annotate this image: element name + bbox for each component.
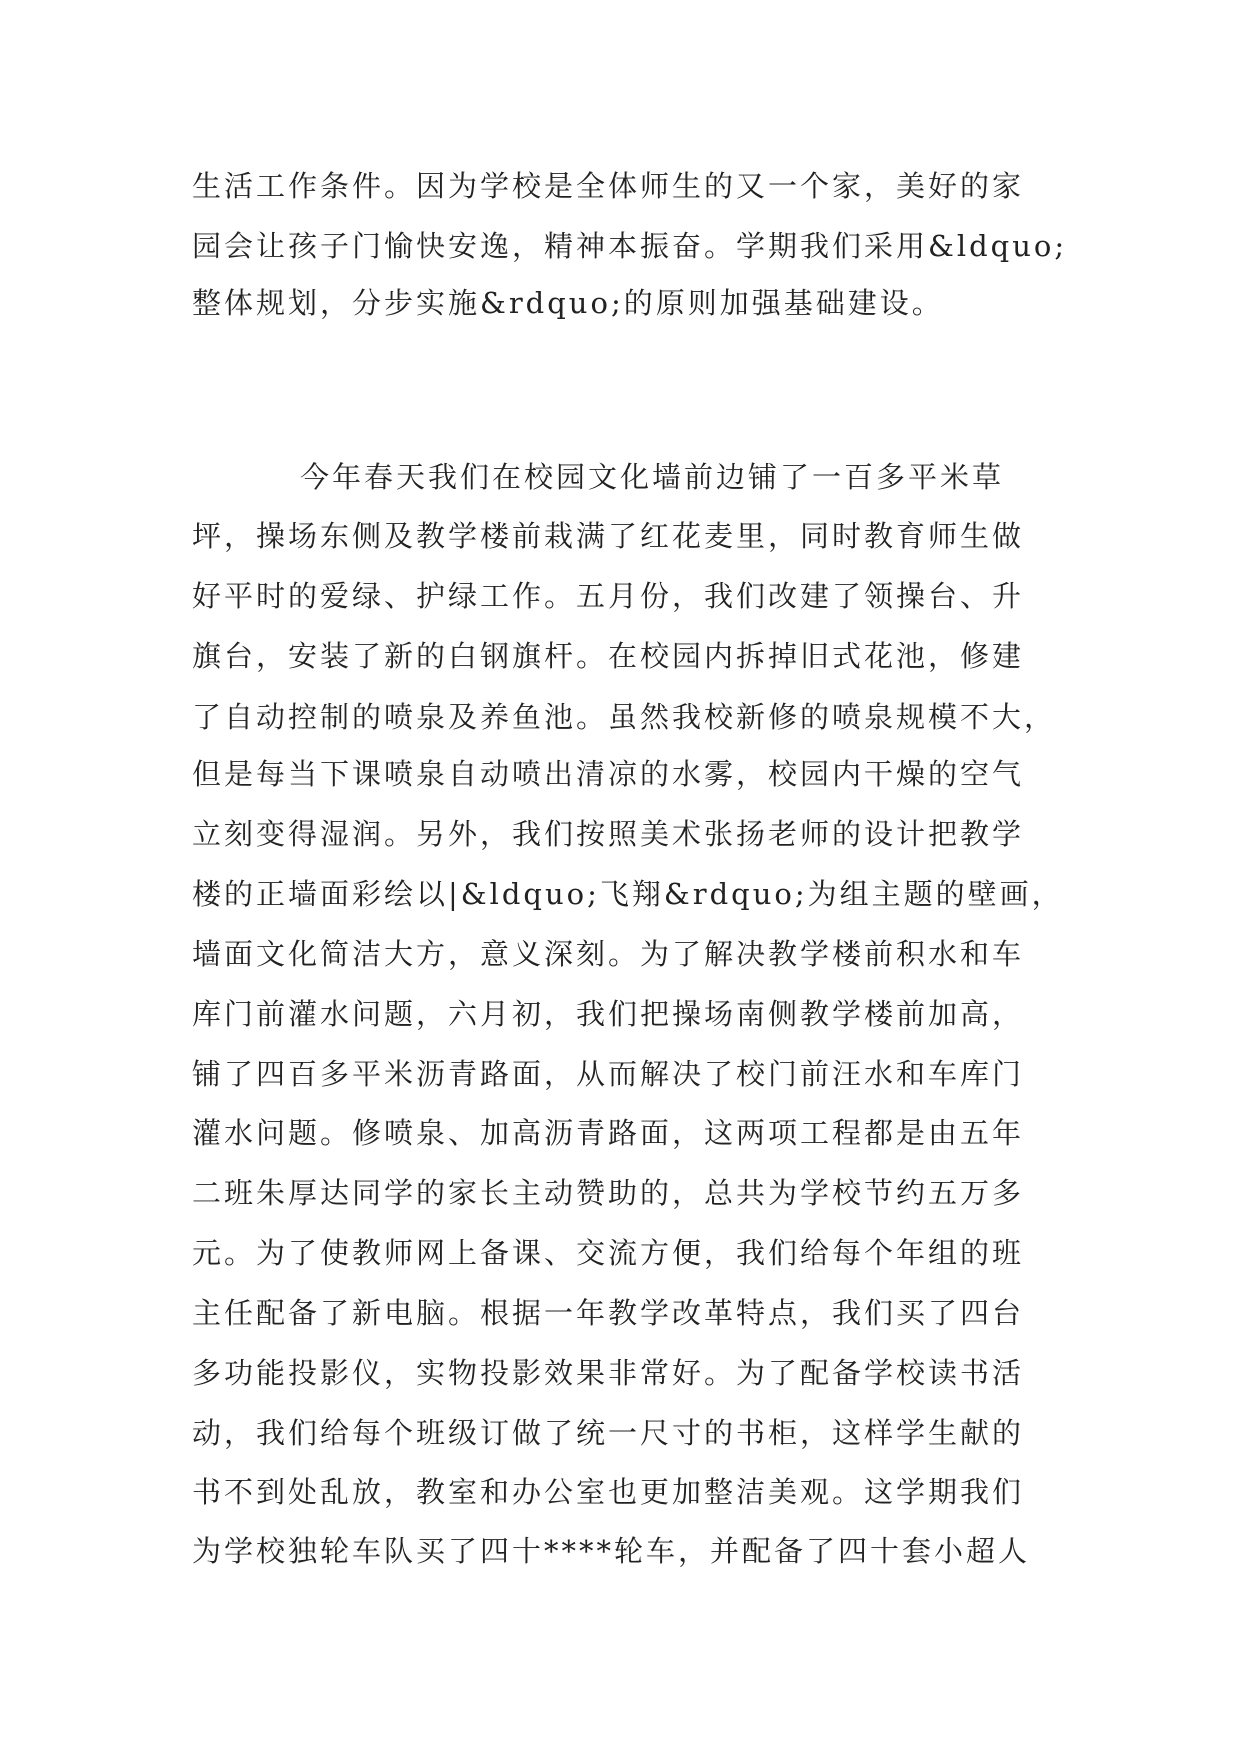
text-line: 二班朱厚达同学的家长主动赞助的，总共为学校节约五万多 [192, 1176, 1025, 1210]
text-line: 旗台，安装了新的白钢旗杆。在校园内拆掉旧式花池，修建 [192, 639, 1025, 673]
text-line: 园会让孩子门愉快安逸，精神本振奋。学期我们采用&ldquo; [192, 229, 1068, 263]
text-line: 为学校独轮车队买了四十****轮车，并配备了四十套小超人 [192, 1534, 1031, 1568]
text-line: 楼的正墙面彩绘以|&ldquo;飞翔&rdquo;为组主题的壁画， [192, 877, 1064, 911]
text-line: 立刻变得湿润。另外，我们按照美术张扬老师的设计把教学 [192, 817, 1025, 851]
text-line: 书不到处乱放，教室和办公室也更加整洁美观。这学期我们 [192, 1475, 1025, 1509]
text-line: 好平时的爱绿、护绿工作。五月份，我们改建了领操台、升 [192, 579, 1025, 613]
text-line: 元。为了使教师网上备课、交流方便，我们给每个年组的班 [192, 1236, 1025, 1270]
text-line: 了自动控制的喷泉及养鱼池。虽然我校新修的喷泉规模不大， [192, 700, 1057, 734]
text-line: 动，我们给每个班级订做了统一尺寸的书柜，这样学生献的 [192, 1416, 1025, 1450]
text-line: 库门前灌水问题，六月初，我们把操场南侧教学楼前加高， [192, 997, 1025, 1031]
text-line: 多功能投影仪，实物投影效果非常好。为了配备学校读书活 [192, 1356, 1025, 1390]
text-line: 整体规划，分步实施&rdquo;的原则加强基础建设。 [192, 286, 944, 320]
text-line: 今年春天我们在校园文化墙前边铺了一百多平米草 [300, 460, 1005, 494]
text-line: 主任配备了新电脑。根据一年教学改革特点，我们买了四台 [192, 1296, 1025, 1330]
text-line: 生活工作条件。因为学校是全体师生的又一个家，美好的家 [192, 169, 1025, 203]
text-line: 铺了四百多平米沥青路面，从而解决了校门前汪水和车库门 [192, 1057, 1025, 1091]
text-line: 灌水问题。修喷泉、加高沥青路面，这两项工程都是由五年 [192, 1116, 1025, 1150]
text-line: 坪，操场东侧及教学楼前栽满了红花麦里，同时教育师生做 [192, 519, 1025, 553]
text-line: 墙面文化简洁大方，意义深刻。为了解决教学楼前积水和车 [192, 937, 1025, 971]
text-line: 但是每当下课喷泉自动喷出清凉的水雾，校园内干燥的空气 [192, 757, 1025, 791]
